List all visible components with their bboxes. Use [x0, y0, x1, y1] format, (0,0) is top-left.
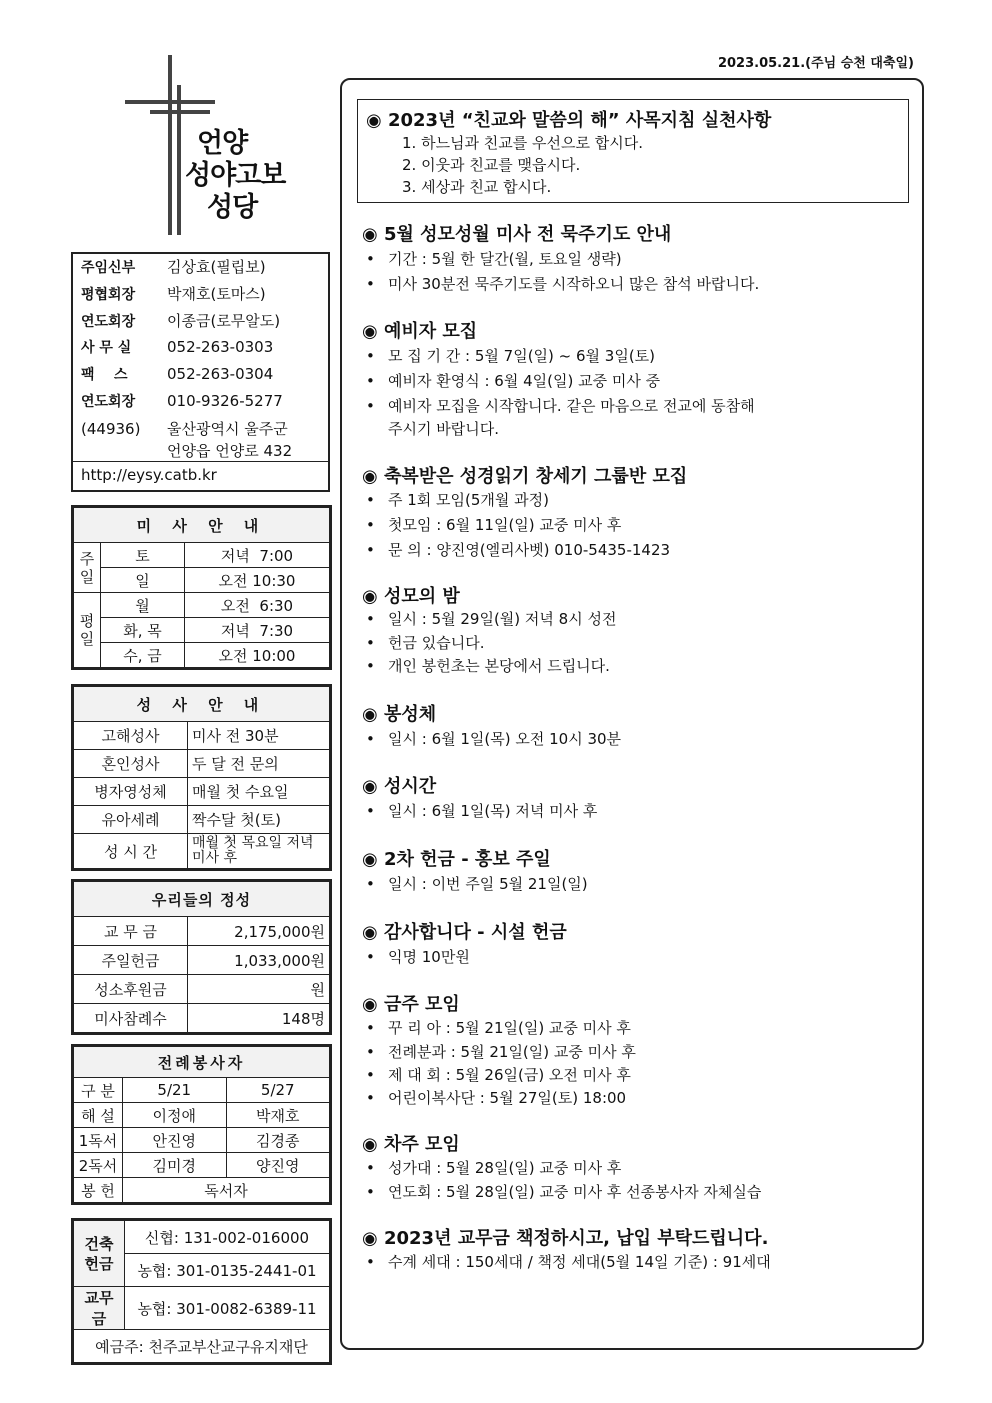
server-role: 해 설: [74, 1103, 123, 1128]
bullet-icon: •: [366, 516, 375, 534]
notice-text: 예비자 환영식 : 6월 4일(일) 교중 미사 중: [388, 372, 661, 390]
bullet-icon: •: [366, 372, 375, 390]
sacrament-detail: 짝수달 첫(토): [188, 806, 330, 834]
server-name: 박재호: [226, 1103, 330, 1128]
server-name: 김미경: [123, 1153, 227, 1178]
mass-day: 토: [101, 543, 185, 568]
postcode: (44936): [81, 420, 141, 438]
cross-icon-bar2: [150, 110, 210, 114]
parish-name-line2: 성야고보: [185, 160, 286, 191]
server-name: 독서자: [123, 1178, 330, 1203]
notice-text: 모 집 기 간 : 5월 7일(일) ~ 6월 3일(토): [388, 347, 656, 365]
divider: [73, 461, 328, 462]
offering-name: 성소후원금: [74, 975, 188, 1004]
bullet-icon: •: [366, 1089, 375, 1107]
info-row: [81, 310, 280, 331]
offering-amount: 원: [188, 975, 330, 1004]
guideline-item: 2. 이웃과 친교를 맺읍시다.: [402, 156, 581, 174]
mass-time: 오전 10:30: [185, 568, 330, 593]
bullet-icon: •: [366, 1183, 375, 1201]
info-value: 박재호(토마스): [167, 285, 266, 303]
info-row: [81, 364, 273, 384]
servers-title: 전례봉사자: [74, 1047, 330, 1078]
notice-heading: ◉ 금주 모임: [362, 994, 460, 1015]
notice-heading: ◉ 감사합니다 - 시설 헌금: [362, 922, 567, 943]
sacrament-name: 성 시 간: [74, 834, 188, 869]
info-key: 팩 스: [81, 367, 128, 383]
notice-heading: ◉ 차주 모임: [362, 1134, 460, 1155]
notice-text: 일시 : 6월 1일(목) 저녁 미사 후: [388, 802, 598, 820]
info-key: 연도회장: [81, 314, 136, 330]
servers-header: 5/27: [226, 1078, 330, 1103]
sacrament-name: 병자영성체: [74, 778, 188, 806]
mass-day: 수, 금: [101, 643, 185, 668]
notice-text: 꾸 리 아 : 5월 21일(일) 교중 미사 후: [388, 1019, 631, 1037]
info-value: 052-263-0303: [167, 338, 274, 356]
notice-line: [366, 632, 484, 653]
servers-header: 5/21: [123, 1078, 227, 1103]
notice-line: [366, 273, 759, 294]
cross-icon-part: [177, 85, 181, 235]
bullet-icon: •: [366, 948, 375, 966]
notice-line: [366, 539, 670, 560]
address-line1: 울산광역시 울주군: [167, 420, 288, 438]
notice-heading: ◉ 성시간: [362, 776, 437, 797]
notice-text: 미사 30분전 묵주기도를 시작하오니 많은 참석 바랍니다.: [388, 275, 760, 293]
bulletin-date: 2023.05.21.(주님 승천 대축일): [717, 56, 914, 71]
info-value: 052-263-0304: [167, 365, 274, 383]
notice-line: [366, 1251, 771, 1272]
info-row: [81, 283, 266, 304]
homepage-link[interactable]: http://eysy.catb.kr: [81, 466, 217, 484]
notice-text: 개인 봉헌초는 본당에서 드립니다.: [388, 657, 610, 675]
notice-heading: ◉ 2차 헌금 - 홍보 주일: [362, 849, 551, 870]
mass-time: 저녁 7:00: [185, 543, 330, 568]
bullet-icon: •: [366, 634, 375, 652]
notice-heading: ◉ 봉성체: [362, 704, 437, 725]
server-name: 이정애: [123, 1103, 227, 1128]
notice-line: [366, 608, 616, 629]
guideline-item: 3. 세상과 친교 합시다.: [402, 178, 552, 196]
sacrament-name: 혼인성사: [74, 750, 188, 778]
server-role: 봉 헌: [74, 1178, 123, 1203]
pastoral-guideline-box: [357, 99, 909, 203]
notice-text: 어린이복사단 : 5월 27일(토) 18:00: [388, 1089, 627, 1107]
info-key: 연도회장: [81, 394, 136, 410]
bank-accounts: [71, 1218, 332, 1365]
mass-time: 오전 6:30: [185, 593, 330, 618]
mass-title: 미 사 안 내: [74, 508, 330, 543]
mass-schedule: [71, 505, 332, 670]
building-fund-label: 건축헌금: [74, 1221, 125, 1287]
info-row: [81, 391, 283, 411]
bullet-icon: •: [366, 397, 375, 415]
bullet-icon: •: [366, 541, 375, 559]
notice-line: [366, 946, 470, 967]
offering-name: 미사참례수: [74, 1004, 188, 1033]
server-name: 김경종: [226, 1128, 330, 1153]
info-row: [81, 337, 273, 357]
notice-line: [366, 1017, 631, 1038]
guideline-title: ◉ 2023년 “친교와 말씀의 해” 사목지침 실천사항: [366, 110, 772, 131]
offerings-box: [71, 879, 332, 1035]
notice-continuation: 주시기 바랍니다.: [388, 420, 499, 438]
info-value: 김상효(필립보): [167, 258, 266, 276]
notice-line: [366, 1041, 636, 1062]
server-name: 안진영: [123, 1128, 227, 1153]
notice-line: [366, 489, 549, 510]
notice-line: [366, 1157, 621, 1178]
address-line2: 언양읍 언양로 432: [167, 442, 293, 460]
notice-text: 연도회 : 5월 28일(일) 교중 미사 후 선종봉사자 자체실습: [388, 1183, 762, 1201]
mass-day: 화, 목: [101, 618, 185, 643]
sacrament-detail: 미사 전 30분: [188, 722, 330, 750]
info-key: 사 무 실: [81, 340, 132, 356]
notice-heading: ◉ 성모의 밤: [362, 586, 460, 607]
parish-name: [185, 128, 285, 224]
server-role: 2독서: [74, 1153, 123, 1178]
bullet-icon: •: [366, 491, 375, 509]
notice-text: 익명 10만원: [388, 948, 470, 966]
notice-line: [366, 873, 588, 894]
notice-text: 제 대 회 : 5월 26일(금) 오전 미사 후: [388, 1066, 631, 1084]
notice-line: [366, 728, 621, 749]
offering-amount: 148명: [188, 1004, 330, 1033]
parish-info-box: [71, 252, 330, 492]
bullet-icon: •: [366, 1159, 375, 1177]
offerings-title: 우리들의 정성: [74, 882, 330, 917]
account-number: 농협: 301-0082-6389-11: [125, 1287, 330, 1330]
notice-line: [366, 345, 655, 366]
sunday-label: 주일: [74, 543, 101, 593]
notice-heading: ◉ 예비자 모집: [362, 321, 478, 342]
offering-name: 주일헌금: [74, 946, 188, 975]
bullet-icon: •: [366, 1043, 375, 1061]
info-key: 평협회장: [81, 287, 136, 303]
sacrament-detail: 매월 첫 목요일 저녁미사 후: [188, 834, 330, 869]
server-name: 양진영: [226, 1153, 330, 1178]
bullet-icon: •: [366, 610, 375, 628]
mass-time: 오전 10:00: [185, 643, 330, 668]
notice-text: 성가대 : 5월 28일(일) 교중 미사 후: [388, 1159, 622, 1177]
notice-text: 수계 세대 : 150세대 / 책정 세대(5월 14일 기준) : 91세대: [388, 1253, 771, 1271]
tithe-label: 교무금: [74, 1287, 125, 1330]
bullet-icon: •: [366, 347, 375, 365]
sacrament-title: 성 사 안 내: [74, 687, 330, 722]
notice-text: 헌금 있습니다.: [388, 634, 485, 652]
notice-line: [366, 1181, 761, 1202]
notice-text: 문 의 : 양진영(엘리사벳) 010-5435-1423: [388, 541, 671, 559]
bullet-icon: •: [366, 1253, 375, 1271]
sacrament-name: 고해성사: [74, 722, 188, 750]
info-row: [81, 256, 266, 277]
info-value: 010-9326-5277: [167, 392, 283, 410]
bullet-icon: •: [366, 250, 375, 268]
bullet-icon: •: [366, 1019, 375, 1037]
notice-text: 주 1회 모임(5개월 과정): [388, 491, 550, 509]
mass-day: 일: [101, 568, 185, 593]
bullet-icon: •: [366, 275, 375, 293]
sacrament-info: [71, 684, 332, 871]
notice-line: [366, 514, 621, 535]
info-value: 이종금(로무알도): [167, 312, 281, 330]
bullet-icon: •: [366, 657, 375, 675]
parish-name-line3: 성당: [207, 192, 258, 223]
notice-text: 기간 : 5월 한 달간(월, 토요일 생략): [388, 250, 622, 268]
notice-text: 일시 : 이번 주일 5월 21일(일): [388, 875, 588, 893]
offering-name: 교 무 금: [74, 917, 188, 946]
liturgy-servers: [71, 1044, 332, 1205]
bullet-icon: •: [366, 730, 375, 748]
notice-line: [366, 248, 622, 269]
notice-text: 첫모임 : 6월 11일(일) 교중 미사 후: [388, 516, 622, 534]
bullet-icon: •: [366, 802, 375, 820]
notice-heading: ◉ 5월 성모성월 미사 전 묵주기도 안내: [362, 224, 672, 245]
notice-heading: ◉ 2023년 교무금 책정하시고, 납입 부탁드립니다.: [362, 1228, 769, 1249]
notice-line: [366, 800, 597, 821]
bullet-icon: •: [366, 875, 375, 893]
notice-line: [366, 655, 610, 676]
account-holder: 예금주: 천주교부산교구유지재단: [74, 1330, 330, 1363]
notice-text: 일시 : 5월 29일(월) 저녁 8시 성전: [388, 610, 617, 628]
mass-day: 월: [101, 593, 185, 618]
cross-icon: [168, 55, 172, 235]
notice-text: 예비자 모집을 시작합니다. 같은 마음으로 전교에 동참해: [388, 397, 755, 415]
info-address: [81, 418, 288, 439]
offering-amount: 2,175,000원: [188, 917, 330, 946]
parish-name-line1: 언양: [197, 128, 248, 159]
sacrament-detail: 매월 첫 수요일: [188, 778, 330, 806]
notice-heading: ◉ 축복받은 성경읽기 창세기 그룹반 모집: [362, 466, 688, 487]
bullet-icon: •: [366, 1066, 375, 1084]
offering-amount: 1,033,000원: [188, 946, 330, 975]
account-number: 신협: 131-002-016000: [125, 1221, 330, 1254]
cross-icon-bar: [125, 100, 215, 104]
notice-line: [366, 1087, 626, 1108]
notice-line: [366, 1064, 631, 1085]
account-number: 농협: 301-0135-2441-01: [125, 1254, 330, 1287]
servers-header: 구 분: [74, 1078, 123, 1103]
guideline-item: 1. 하느님과 친교를 우선으로 합시다.: [402, 134, 644, 152]
server-role: 1독서: [74, 1128, 123, 1153]
notice-text: 전례분과 : 5월 21일(일) 교중 미사 후: [388, 1043, 636, 1061]
notice-text: 일시 : 6월 1일(목) 오전 10시 30분: [388, 730, 622, 748]
notice-line: [366, 395, 755, 416]
sacrament-detail: 두 달 전 문의: [188, 750, 330, 778]
info-key: 주임신부: [81, 260, 136, 276]
notice-line: [366, 370, 660, 391]
mass-time: 저녁 7:30: [185, 618, 330, 643]
sacrament-name: 유아세례: [74, 806, 188, 834]
weekday-label: 평일: [74, 593, 101, 668]
